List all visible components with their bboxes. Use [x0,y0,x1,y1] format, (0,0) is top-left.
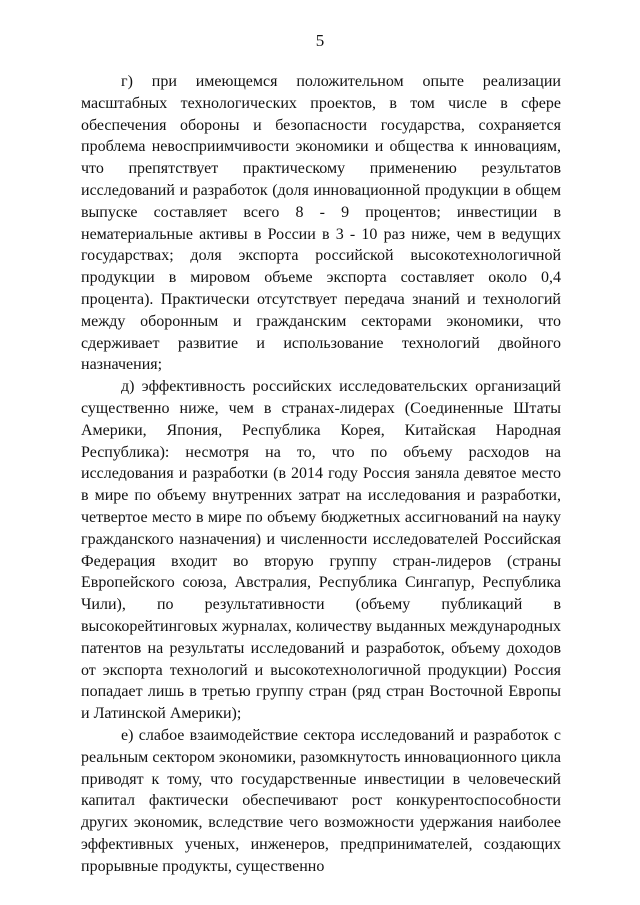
page-number: 5 [315,31,325,50]
paragraph-g: г) при имеющемся положительном опыте реализации масштабных технологических проектов, в том числе в сфере обеспечения обороны и безопасности государства, сохраняется проблема невосприимчивости экономики и общества к инновациям, что препятствует практическому применению результатов исследований и разработок (доля инновационной продукции в общем выпуске составляет всего 8 - 9 процентов; инвестиции в нематериальные активы в России в 3 - 10 раз ниже, чем в ведущих государствах; доля экспорта российской высокотехнологичной продукции в мировом объеме экспорта составляет около 0,4 процента). Практически отсутствует передача знаний и технологий между оборонным и гражданским секторами экономики, что сдерживает развитие и использование технологий двойного назначения; [81,73,561,374]
body-text [81,71,561,877]
paragraph-d: д) эффективность российских исследовательских организаций существенно ниже, чем в странах-лидерах (Соединенные Штаты Америки, Япония, Республика Корея, Китайская Народная Республика): несмотря на то, что по объему расходов на исследования и разработки (в 2014 году Россия заняла девятое место в мире по объему внутренних затрат на исследования и разработки, четвертое место в мире по объему бюджетных ассигнований на науку гражданского назначения) и численности исследователей Российская Федерация входит во вторую группу стран-лидеров (страны Европейского союза, Австралия, Республика Сингапур, Республика Чили), по результативности (объему публикаций в высокорейтинговых журналах, количеству выданных международных патентов на результаты исследований и разработок, объему доходов от экспорта технологий и высокотехнологичной продукции) Россия попадает лишь в третью группу стран (ряд стран Восточной Европы и Латинской Америки); [81,378,561,723]
paragraph-e: е) слабое взаимодействие сектора исследований и разработок с реальным сектором экономики, разомкнутость инновационного цикла приводят к тому, что государственные инвестиции в человеческий капитал фактически обеспечивают рост конкурентоспособности других экономик, вследствие чего возможности удержания наиболее эффективных ученых, инженеров, предпринимателей, создающих прорывные продукты, существенно [81,726,561,875]
